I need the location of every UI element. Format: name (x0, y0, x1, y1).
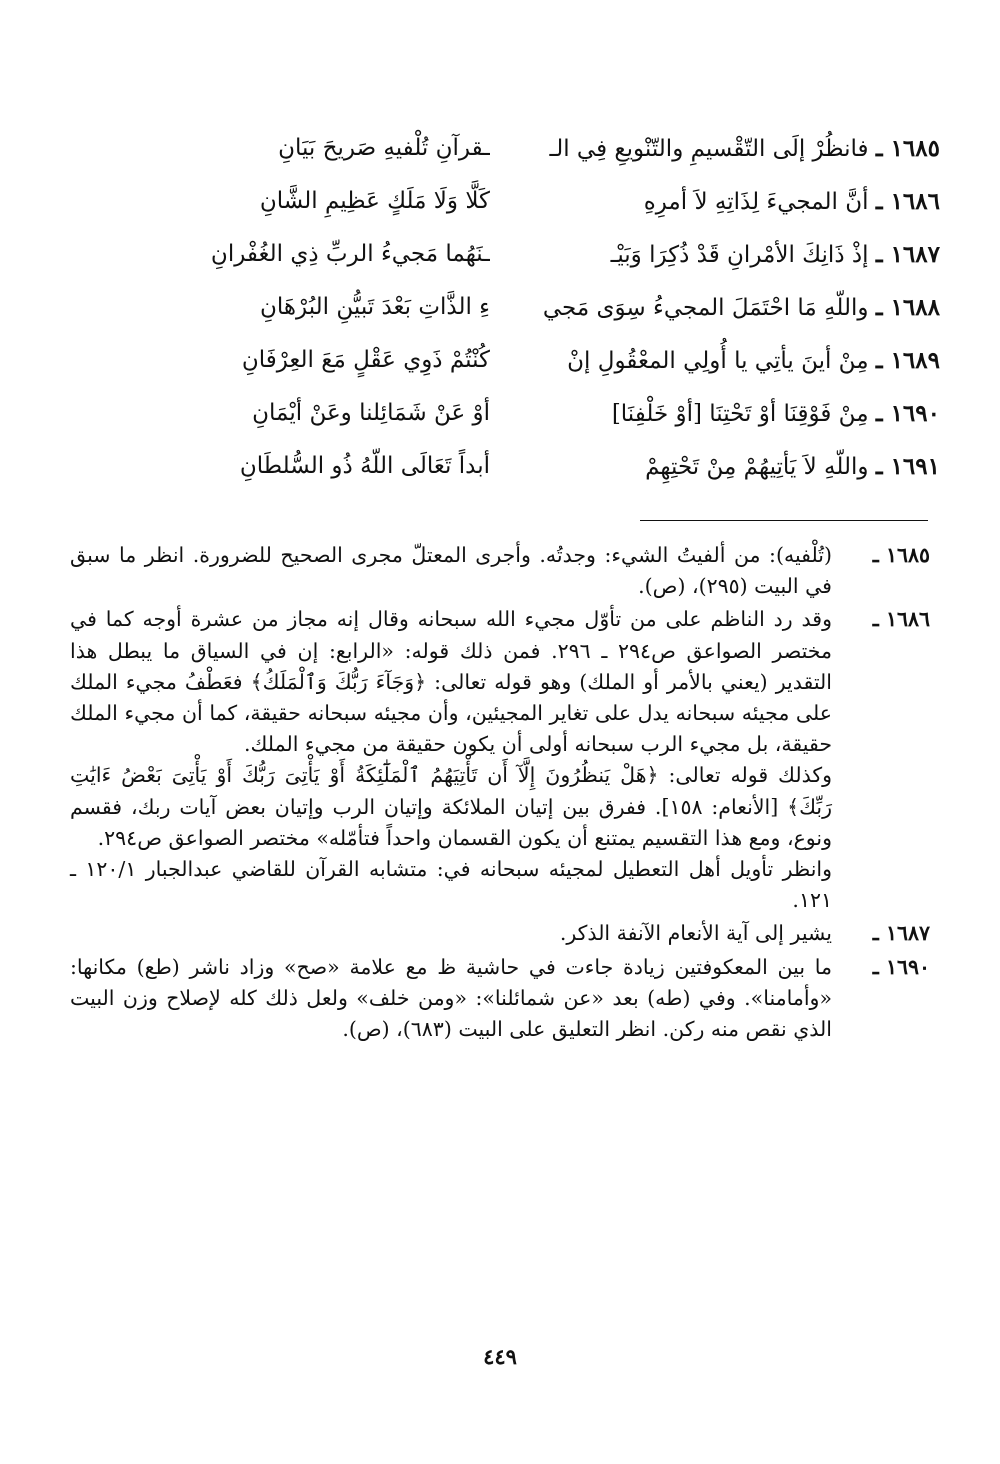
verse-first-hemistich (500, 387, 940, 441)
verse-first-hemistich (500, 281, 940, 335)
footnote-number: ١٦٨٧ ـ (872, 921, 930, 946)
footnote-separator (640, 520, 928, 521)
verse-second-hemistich: ءِ الذَّاتِ بَعْدَ تَبيُّنِ البُرْهَانِ (260, 294, 490, 320)
verse-row (70, 228, 940, 281)
verse-first-text: واللّهِ لاَ يَأتِيهُمْ مِنْ تَحْتِهِمْ (645, 454, 869, 480)
verse-number: ١٦٨٩ ـ (875, 347, 940, 374)
verse-second-hemistich: أوْ عَنْ شَمَائِلنا وعَنْ أيْمَانِ (252, 400, 490, 426)
verse-second-hemistich: كَلَّا وَلَا مَلَكٍ عَظِيمِ الشَّانِ (259, 188, 490, 214)
verse-second-hemistich: كُنْتُمْ ذَوِي عَقْلٍ مَعَ العِرْفَانِ (241, 347, 490, 373)
verse-row (70, 440, 940, 493)
verse-first-hemistich (500, 228, 940, 282)
verse-second-hemistich: ـقرآنِ تُلْفيهِ صَريحَ بَيَانِ (278, 135, 490, 161)
footnote-number: ١٦٨٥ ـ (872, 543, 930, 567)
verse-block (70, 122, 940, 493)
verse-row (70, 122, 940, 175)
verse-first-text: أنَّ المجيءَ لِذَاتِهِ لاَ أمرِهِ (643, 189, 869, 215)
verse-first-hemistich (500, 175, 940, 229)
verse-number: ١٦٨٦ ـ (875, 188, 940, 215)
footnote (70, 540, 930, 602)
verse-number: ١٦٩١ ـ (875, 453, 940, 480)
verse-second-hemistich: أبداً تَعَالَى اللّهُ ذُو السُّلطَانِ (239, 453, 490, 479)
footnote-paragraph: وانظر تأويل أهل التعطيل لمجيئه سبحانه في: متشابه القرآن للقاضي عبدالجبار ١٢٠/١ ـ ١٢١. (70, 857, 832, 913)
footnote-paragraph: وقد رد الناظم على من تأوّل مجيء الله سبحانه وقال إنه مجاز من عشرة أوجه كما في مختصر الصواعق ص٢٩٤ ـ ٢٩٦. فمن ذلك قوله: «الرابع: إن في السياق ما يبطل هذا التقدير (يعني بالأمر أو الملك) وهو قوله تعالى: ﴿وَجَآءَ رَبُّكَ وَٱلْمَلَكُ﴾ فعَطْفُ مجيء الملك على مجيئه سبحانه يدل على تغاير المجيئين، وأن مجيئه سبحانه حقيقة، كما أن مجيء الملك حقيقة، بل مجيء الرب سبحانه أولى أن يكون حقيقة من مجيء الملك. (70, 607, 833, 757)
footnote-paragraph: يشير إلى آية الأنعام الآنفة الذكر. (559, 921, 832, 946)
page-number: ٤٤٩ (483, 1344, 517, 1369)
verse-second-hemistich: ـنَهُما مَجيءُ الربِّ ذِي الغُفْرانِ (210, 241, 490, 267)
verse-first-text: واللّهِ مَا احْتَمَلَ المجيءُ سِوَى مَجي (542, 295, 869, 321)
footnote (70, 918, 930, 949)
verse-row (70, 175, 940, 228)
verse-row (70, 387, 940, 440)
verse-number: ١٦٩٠ ـ (875, 400, 940, 427)
footnote-number: ١٦٨٦ ـ (872, 607, 930, 632)
verse-row (70, 281, 940, 334)
footnote (70, 952, 930, 1046)
verse-number: ١٦٨٧ ـ (875, 241, 940, 268)
verse-first-text: مِنْ أينَ يأتِي يا أُولِي المعْقُولِ إنْ (567, 348, 869, 374)
footnote-paragraph: ما بين المعكوفتين زيادة جاءت في حاشية ظ مع علامة «صح» وزاد ناشر (طع) مكانها: «وأمامنا». وفي (طه) بعد «عن شمائلنا»: «ومن خلف» ولعل ذلك كله لإصلاح وزن البيت الذي نقص منه ركن. انظر التعليق على البيت (٦٨٣)، (ص). (70, 954, 832, 1042)
verse-first-hemistich (500, 122, 940, 176)
footnote-number: ١٦٩٠ ـ (872, 954, 930, 979)
verse-first-text: إذْ ذَانِكَ الأمْرانِ قَدْ ذُكِرَا وَبَيْـ (610, 242, 869, 268)
verse-number: ١٦٨٥ ـ (875, 135, 940, 162)
verse-first-hemistich (500, 440, 940, 494)
verse-row (70, 334, 940, 387)
footnote-paragraph: (تُلْفيه): من ألفيتُ الشيء: وجدتُه. وأجرى المعتلّ مجرى الصحيح للضرورة. انظر ما سبق في البيت (٢٩٥)، (ص). (70, 543, 832, 599)
verse-first-text: مِنْ فَوْقِنَا أوْ تَحْتِنَا [أوْ خَلْفِنَا] (611, 401, 869, 427)
verse-first-hemistich (500, 334, 940, 388)
verse-number: ١٦٨٨ ـ (875, 294, 940, 321)
footnotes-section (70, 540, 930, 1047)
footnote-paragraph: وكذلك قوله تعالى: ﴿هَلْ يَنظُرُونَ إِلَّآ أَن تَأْتِيَهُمُ ٱلْمَلَٰٓئِكَةُ أَوْ يَأْتِىَ رَبُّكَ أَوْ يَأْتِىَ بَعْضُ ءَايَٰتِ رَبِّكَ﴾ [الأنعام: ١٥٨]. ففرق بين إتيان الملائكة وإتيان الرب وإتيان بعض آيات ربك، فقسم ونوع، ومع هذا التقسيم يمتنع أن يكون القسمان واحداً فتأمّله» مختصر الصواعق ص٢٩٤. (70, 763, 832, 850)
verse-first-text: فانظُرْ إلَى التّقْسيمِ والتّنْويعِ فِي الـ (549, 136, 869, 162)
footnote (70, 604, 930, 916)
